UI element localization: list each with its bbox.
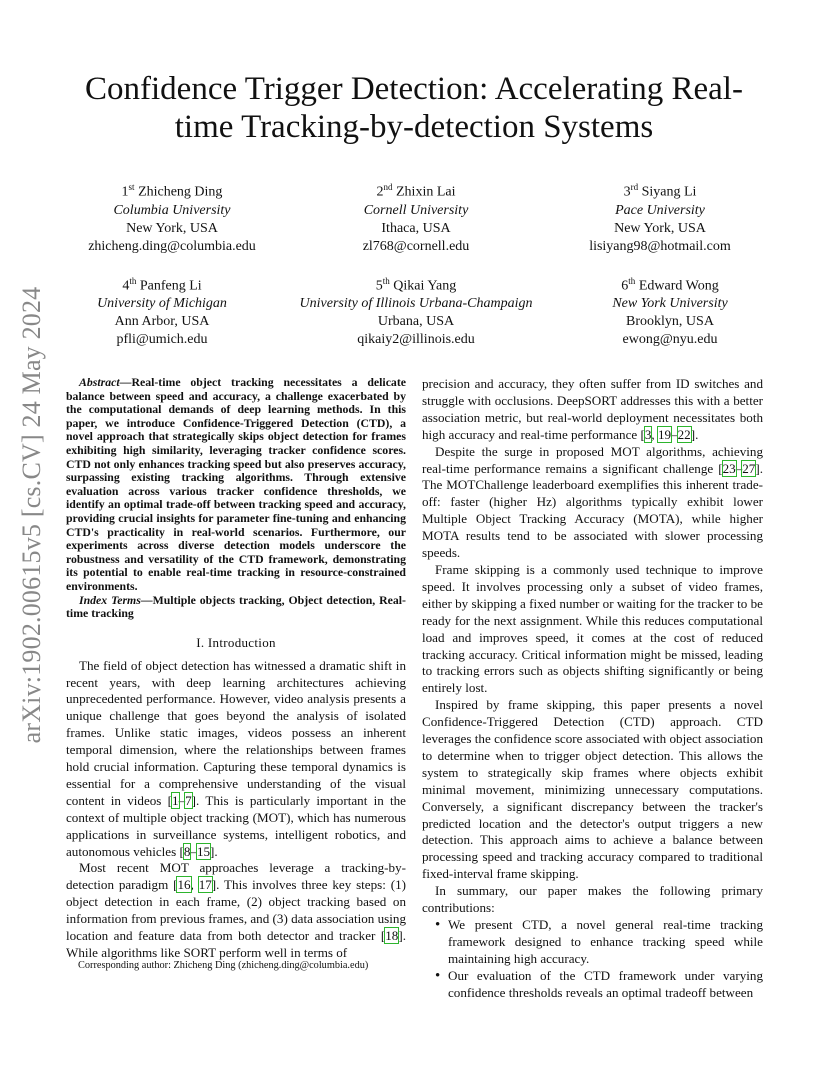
intro-paragraph-3: precision and accuracy, they often suffer from ID switches and struggle with occlusions. DeepSORT addresses this with a better association metric, but real-world deployment necessitates both high accuracy and real-time performance [3, 19–22]. xyxy=(422,376,763,442)
contributions-list xyxy=(422,917,763,1002)
intro-paragraph-2: Most recent MOT approaches leverage a tracking-by-detection paradigm [16, 17]. This involves three key steps: (1) object detection in each frame, (2) object tracking based on information from previous frames, and (3) data association using location and feature data from both detector and tracker [18]. While algorithms like SORT perform well in terms of xyxy=(66,860,407,960)
author-email[interactable]: ewong@nyu.edu xyxy=(622,332,718,348)
author-block xyxy=(62,178,770,365)
citation-link[interactable]: 7 xyxy=(185,792,192,808)
list-item: • Our evaluation of the CTD framework under varying confidence thresholds reveals an optimal tradeoff between xyxy=(448,968,763,1002)
author-email[interactable]: zhicheng.ding@columbia.edu xyxy=(88,238,256,254)
left-column xyxy=(66,376,406,962)
citation-link[interactable]: 22 xyxy=(677,426,691,442)
citation-link[interactable]: 27 xyxy=(742,460,756,476)
intro-paragraph-4: Despite the surge in proposed MOT algorithms, achieving real-time performance remains a significant challenge [23–27]. The MOTChallenge leaderboard exemplifies this inherent trade-off: faster (higher Hz) algorithms typically exhibit lower Multiple Object Tracking Accuracy (MOTA), while higher MOTA results tend to be associated with slower processing speeds. xyxy=(422,443,763,561)
right-column xyxy=(422,376,763,1002)
paper-title: Confidence Trigger Detection: Accelerating Real-time Tracking-by-detection Systems xyxy=(85,71,743,145)
author-2: 2nd Zhixin Lai Cornell University Ithaca, USA zl768@cornell.edu xyxy=(306,178,526,256)
arxiv-watermark: arXiv:1902.00615v5 [cs.CV] 24 May 2024 xyxy=(17,286,46,744)
citation-link[interactable]: 15 xyxy=(196,843,211,859)
section-heading-introduction: I. Introduction xyxy=(196,634,276,650)
list-item: • We present CTD, a novel general real-time tracking framework designed to enhance tracking speed while maintaining high accuracy. xyxy=(448,917,763,968)
intro-paragraph-5: Frame skipping is a commonly used technique to improve speed. It involves processing only a subset of video frames, either by skipping a fixed number or waiting for the tracker to be ready for the next assignment. While this reduces computational load and improves speed, it comes at the cost of reduced tracking accuracy. Critical information might be missed, leading to tracking errors such as objects shifting significantly or being entirely lost. xyxy=(422,561,763,696)
author-1: 1st Zhicheng Ding Columbia University New York, USA zhicheng.ding@columbia.edu xyxy=(62,178,282,256)
citation-link[interactable]: 3 xyxy=(644,426,652,442)
author-6: 6th Edward Wong New York University Brooklyn, USA ewong@nyu.edu xyxy=(570,272,770,350)
intro-paragraph-6: Inspired by frame skipping, this paper presents a novel Confidence-Triggered Detection (CTD) approach. CTD leverages the confidence score associated with object association to determine when to trigger object detection. This allows the system to strategically skip frames where objects exhibit minimal movement, minimizing unnecessary computations. Conversely, a significant discrepancy between the tracker's predicted location and the detector's output triggers a new detection. This approach aims to achieve a balance between processing speed and tracking accuracy compared to traditional fixed-interval frame skipping. xyxy=(422,697,763,882)
abstract: Abstract—Real-time object tracking necessitates a delicate balance between speed and accuracy, a challenge exacerbated by the computational demands of deep learning methods. In this paper, we introduce Confidence-Triggered Detection (CTD), a novel approach that strategically skips object detection for frames exhibiting high similarity, leveraging tracker confidence scores. CTD not only enhances tracking speed but also preserves accuracy, surpassing existing tracking algorithms. Through extensive evaluation across various tracker confidence thresholds, we identify an optimal trade-off between tracking speed and accuracy, providing crucial insights for parameter fine-tuning and enhancing CTD's practicality in real-world scenarios. Furthermore, our experiments across diverse detection models underscore the robustness and versatility of the CTD framework, demonstrating its potential to enable real-time tracking in resource-constrained environments. xyxy=(66,375,406,593)
author-email[interactable]: qikaiy2@illinois.edu xyxy=(357,332,475,348)
footnote: Corresponding author: Zhicheng Ding (zhicheng.ding@columbia.edu) xyxy=(78,960,369,971)
index-terms: Index Terms—Multiple objects tracking, Object detection, Real-time tracking xyxy=(66,592,406,621)
citation-link[interactable]: 8 xyxy=(183,843,191,859)
author-5: 5th Qikai Yang University of Illinois Urbana-Champaign Urbana, USA qikaiy2@illinois.edu xyxy=(266,272,566,350)
citation-link[interactable]: 1 xyxy=(172,792,179,808)
author-email[interactable]: lisiyang98@hotmail.com xyxy=(589,238,731,254)
citation-link[interactable]: 23 xyxy=(722,460,736,476)
citation-link[interactable]: 16 xyxy=(177,877,191,893)
author-4: 4th Panfeng Li University of Michigan Ann Arbor, USA pfli@umich.edu xyxy=(62,272,262,350)
citation-link[interactable]: 19 xyxy=(657,426,672,442)
author-email[interactable]: zl768@cornell.edu xyxy=(362,238,470,254)
citation-link[interactable]: 18 xyxy=(385,928,399,944)
intro-paragraph-7: In summary, our paper makes the following primary contributions: xyxy=(422,883,763,916)
intro-paragraph-1: The field of object detection has witnessed a dramatic shift in recent years, with deep learning architectures achieving unprecedented performance. However, video analysis presents a unique challenge that goes beyond the analysis of isolated frames. Unlike static images, videos possess an inherent temporal dimension, where the relationships between frames hold crucial information. Capturing these temporal dynamics is essential for a comprehensive understanding of the visual content in videos [1–7]. This is particularly important in the context of multiple object tracking (MOT), which has numerous applications in surveillance systems, intelligent robotics, and autonomous vehicles [8–15]. xyxy=(66,657,406,859)
author-email[interactable]: pfli@umich.edu xyxy=(116,332,208,348)
citation-link[interactable]: 17 xyxy=(198,877,212,893)
author-3: 3rd Siyang Li Pace University New York, USA lisiyang98@hotmail.com xyxy=(550,178,770,256)
